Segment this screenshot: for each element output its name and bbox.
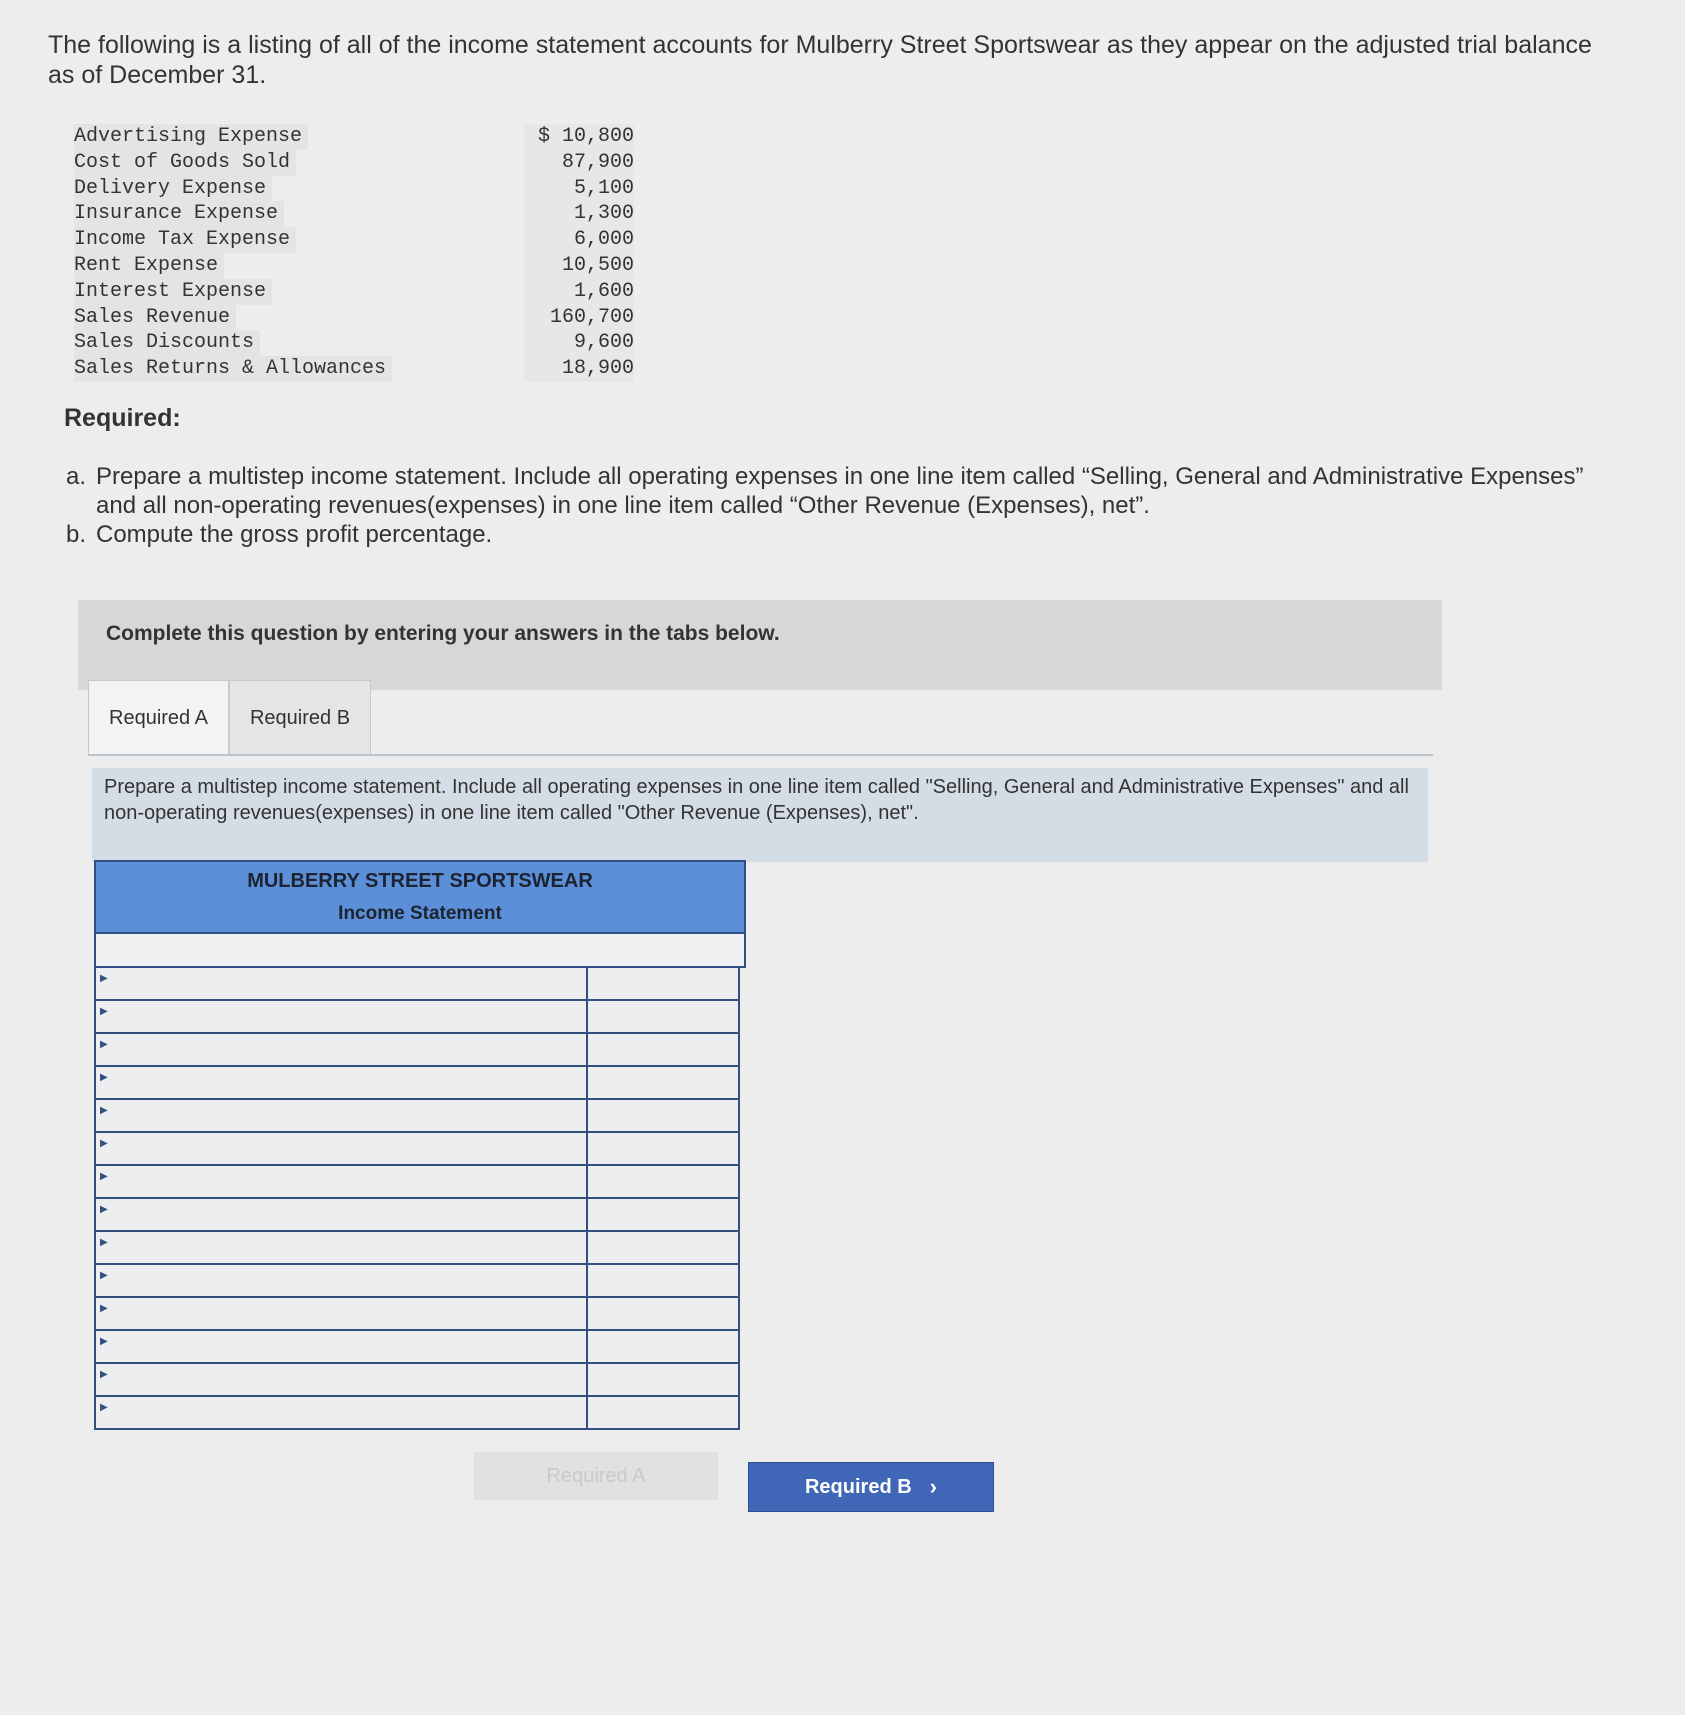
- amount-input[interactable]: [588, 1001, 740, 1034]
- account-row: [74, 305, 634, 331]
- account-name: Advertising Expense: [74, 124, 308, 150]
- statement-row: [94, 1034, 746, 1067]
- line-item-dropdown[interactable]: [94, 1166, 588, 1199]
- amount-input[interactable]: [588, 1100, 740, 1133]
- statement-row: [94, 1067, 746, 1100]
- account-name: Sales Returns & Allowances: [74, 356, 392, 382]
- account-row: [74, 124, 634, 150]
- statement-title: Income Statement: [338, 903, 502, 924]
- account-row: [74, 201, 634, 227]
- account-amount: 5,100: [524, 176, 634, 202]
- amount-input[interactable]: [588, 1166, 740, 1199]
- account-name: Delivery Expense: [74, 176, 272, 202]
- required-heading: Required:: [64, 404, 181, 432]
- instructions-banner: [78, 600, 1442, 690]
- line-item-dropdown[interactable]: [94, 968, 588, 1001]
- tab-required-b[interactable]: Required B: [229, 680, 371, 755]
- statement-date-row[interactable]: [94, 934, 746, 968]
- account-row: [74, 253, 634, 279]
- amount-input[interactable]: [588, 1397, 740, 1430]
- account-amount: 160,700: [524, 305, 634, 331]
- amount-input[interactable]: [588, 1133, 740, 1166]
- statement-rows: [94, 968, 746, 1430]
- account-amount: 87,900: [524, 150, 634, 176]
- line-item-dropdown[interactable]: [94, 1001, 588, 1034]
- amount-input[interactable]: [588, 1067, 740, 1100]
- amount-input[interactable]: [588, 1364, 740, 1397]
- statement-header: [94, 860, 746, 934]
- prev-tab-button: Required A: [474, 1452, 718, 1500]
- dropdown-arrow-icon: ▶: [100, 973, 108, 984]
- statement-company: MULBERRY STREET SPORTSWEAR: [247, 870, 593, 892]
- statement-row: [94, 1100, 746, 1133]
- line-item-dropdown[interactable]: [94, 1232, 588, 1265]
- dropdown-arrow-icon: ▶: [100, 1270, 108, 1281]
- statement-row: [94, 1265, 746, 1298]
- account-row: [74, 150, 634, 176]
- line-item-dropdown[interactable]: [94, 1265, 588, 1298]
- required-item-b: [66, 520, 1586, 549]
- account-amount: 1,600: [524, 279, 634, 305]
- line-item-dropdown[interactable]: [94, 1034, 588, 1067]
- instructions-text: Complete this question by entering your answers in the tabs below.: [106, 622, 780, 645]
- line-item-dropdown[interactable]: [94, 1100, 588, 1133]
- statement-row: [94, 1133, 746, 1166]
- dropdown-arrow-icon: ▶: [100, 1072, 108, 1083]
- dropdown-arrow-icon: ▶: [100, 1369, 108, 1380]
- required-item-letter: a.: [66, 463, 87, 490]
- dropdown-arrow-icon: ▶: [100, 1237, 108, 1248]
- account-row: [74, 176, 634, 202]
- problem-intro: The following is a listing of all of the income statement accounts for Mulberry Street Sportswear as they appear on the adjusted trial balance as of December 31.: [48, 31, 1592, 89]
- line-item-dropdown[interactable]: [94, 1199, 588, 1232]
- amount-input[interactable]: [588, 1331, 740, 1364]
- account-amount: $ 10,800: [524, 124, 634, 150]
- next-tab-button[interactable]: [748, 1462, 994, 1512]
- dropdown-arrow-icon: ▶: [100, 1171, 108, 1182]
- dropdown-arrow-icon: ▶: [100, 1006, 108, 1017]
- required-item-a: [66, 462, 1586, 520]
- statement-row: [94, 1364, 746, 1397]
- amount-input[interactable]: [588, 1298, 740, 1331]
- amount-input[interactable]: [588, 1034, 740, 1067]
- account-name: Sales Revenue: [74, 305, 236, 331]
- statement-row: [94, 1199, 746, 1232]
- amount-input[interactable]: [588, 1199, 740, 1232]
- account-amount: 18,900: [524, 356, 634, 382]
- amount-input[interactable]: [588, 1265, 740, 1298]
- statement-row: [94, 1166, 746, 1199]
- statement-row: [94, 1232, 746, 1265]
- line-item-dropdown[interactable]: [94, 1133, 588, 1166]
- account-amount: 6,000: [524, 227, 634, 253]
- dropdown-arrow-icon: ▶: [100, 1336, 108, 1347]
- amount-input[interactable]: [588, 968, 740, 1001]
- dropdown-arrow-icon: ▶: [100, 1402, 108, 1413]
- account-name: Interest Expense: [74, 279, 272, 305]
- line-item-dropdown[interactable]: [94, 1331, 588, 1364]
- account-amount: 10,500: [524, 253, 634, 279]
- account-amount: 9,600: [524, 330, 634, 356]
- statement-row: [94, 1397, 746, 1430]
- tab-bar: [88, 680, 371, 755]
- statement-row: [94, 968, 746, 1001]
- required-item-text: Compute the gross profit percentage.: [96, 521, 493, 548]
- dropdown-arrow-icon: ▶: [100, 1303, 108, 1314]
- dropdown-arrow-icon: ▶: [100, 1105, 108, 1116]
- account-name: Cost of Goods Sold: [74, 150, 296, 176]
- chevron-right-icon: ›: [929, 1474, 937, 1499]
- statement-row: [94, 1331, 746, 1364]
- tab-panel-divider: [88, 754, 1433, 756]
- line-item-dropdown[interactable]: [94, 1298, 588, 1331]
- statement-row: [94, 1298, 746, 1331]
- required-item-text: Prepare a multistep income statement. Include all operating expenses in one line item called “Selling, General and Administrative Expenses” and all non-operating revenues(expenses) in one line item called “Other Revenue (Expenses), net”.: [96, 463, 1584, 519]
- required-item-letter: b.: [66, 521, 87, 548]
- amount-input[interactable]: [588, 1232, 740, 1265]
- account-amount: 1,300: [524, 201, 634, 227]
- account-row: [74, 279, 634, 305]
- statement-row: [94, 1001, 746, 1034]
- dropdown-arrow-icon: ▶: [100, 1039, 108, 1050]
- account-listing: [74, 124, 634, 382]
- dropdown-arrow-icon: ▶: [100, 1204, 108, 1215]
- account-row: [74, 356, 634, 382]
- income-statement-form: [94, 860, 746, 1430]
- account-name: Insurance Expense: [74, 201, 284, 227]
- required-list: [66, 462, 1586, 549]
- next-tab-label: Required B: [804, 1475, 912, 1498]
- line-item-dropdown[interactable]: [94, 1397, 588, 1430]
- account-name: Sales Discounts: [74, 330, 260, 356]
- account-name: Rent Expense: [74, 253, 224, 279]
- account-name: Income Tax Expense: [74, 227, 296, 253]
- account-row: [74, 330, 634, 356]
- dropdown-arrow-icon: ▶: [100, 1138, 108, 1149]
- line-item-dropdown[interactable]: [94, 1364, 588, 1397]
- tab-required-a[interactable]: Required A: [88, 680, 229, 755]
- account-row: [74, 227, 634, 253]
- tab-instruction: Prepare a multistep income statement. Include all operating expenses in one line item called "Selling, General and Administrative Expenses" and all non-operating revenues(expenses) in one line item called "Other Revenue (Expenses), net".: [92, 768, 1428, 862]
- line-item-dropdown[interactable]: [94, 1067, 588, 1100]
